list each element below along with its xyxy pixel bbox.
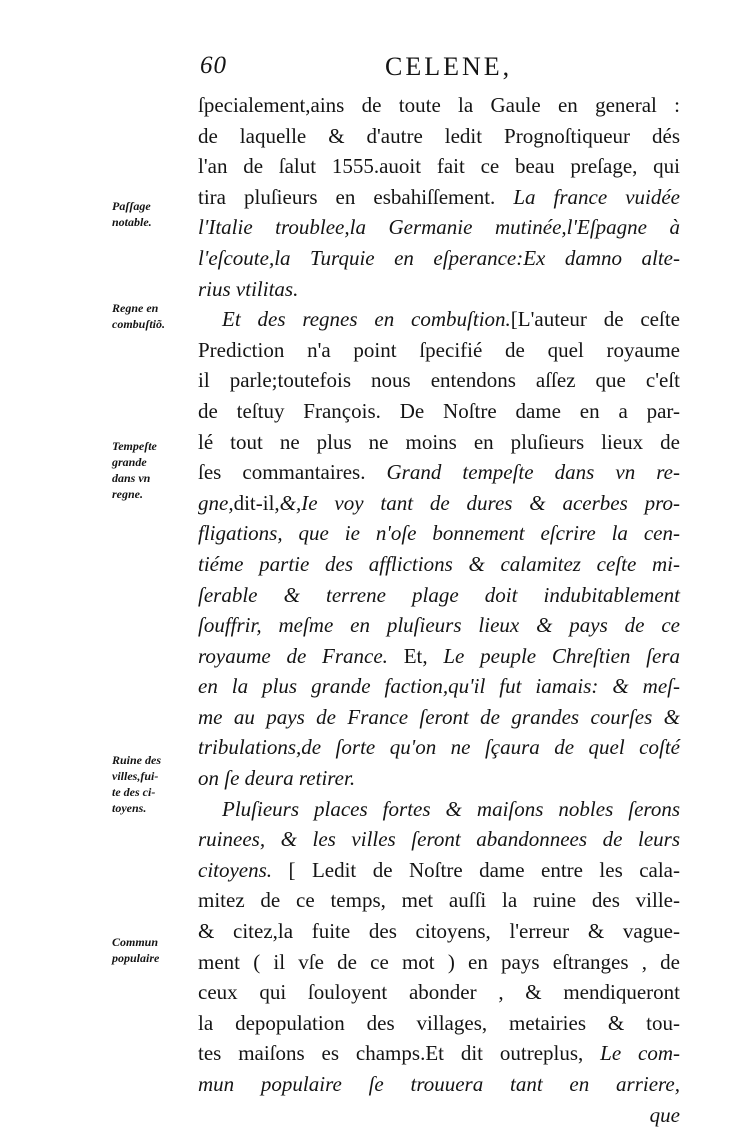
text-segment: mitez de ce temps, met auſſi la ruine des ville- — [198, 888, 680, 913]
text-line — [198, 916, 680, 947]
text-segment: tira pluſieurs en esbahiſſement. — [198, 184, 514, 209]
margin-note-tempeste-grande: Tempeſte grande dans vn regne. — [112, 439, 157, 501]
text-line — [198, 947, 680, 978]
italic-text-segment: l'Italie troublee,la Germanie mutinée,l'Eſpagne à — [198, 215, 680, 240]
text-line — [198, 335, 680, 366]
text-line — [198, 732, 680, 763]
text-line — [198, 1008, 680, 1039]
text-line — [198, 212, 680, 243]
text-line — [198, 304, 680, 335]
margin-note-commun-populaire: Commun populaire — [112, 935, 160, 965]
text-line — [198, 641, 680, 672]
italic-text-segment: fligations, que ie n'oſe bonnement eſcrire la cen- — [198, 521, 680, 546]
text-segment: Et, — [387, 643, 444, 668]
italic-text-segment: tiéme partie des afflictions & calamitez ceſte mi- — [198, 551, 680, 576]
italic-text-segment: l'eſcoute,la Turquie en eſperance:Ex damno alte- — [198, 245, 680, 270]
text-line — [198, 1100, 680, 1130]
margin-note-regne-en-combustion: Regne en combuſtiõ. — [112, 301, 165, 331]
text-line — [198, 518, 680, 549]
text-line — [198, 610, 680, 641]
text-segment: dit-il, — [233, 490, 280, 515]
text-segment: de teſtuy François. De Noſtre dame en a par- — [198, 398, 680, 423]
text-line — [198, 580, 680, 611]
text-line — [198, 182, 680, 213]
text-line — [198, 824, 680, 855]
italic-text-segment: Et des regnes en combuſtion. — [222, 307, 511, 332]
text-line — [198, 763, 680, 794]
text-segment: ſes commantaires. — [198, 460, 387, 485]
italic-text-segment: Pluſieurs places fortes & maiſons nobles ſerons — [222, 796, 680, 821]
italic-text-segment: &,Ie voy tant de dures & acerbes pro- — [279, 490, 680, 515]
text-line — [198, 243, 680, 274]
text-line — [198, 396, 680, 427]
italic-text-segment: en la plus grande faction,qu'il fut iamais: & meſ- — [198, 674, 680, 699]
text-segment: [L'auteur de ceſte — [510, 307, 680, 332]
italic-text-segment: Le com- — [600, 1041, 681, 1066]
text-line — [198, 488, 680, 519]
text-line — [198, 457, 680, 488]
margin-note-passage-notable: Paſſage notable. — [112, 199, 152, 229]
italic-text-segment: ſouffrir, meſme en pluſieurs lieux & pays de ce — [198, 613, 680, 638]
text-segment: la depopulation des villages, metairies & tou- — [198, 1010, 680, 1035]
text-segment: ment ( il vſe de ce mot ) en pays eſtranges , de — [198, 949, 680, 974]
text-segment: & citez,la fuite des citoyens, l'erreur & vague- — [198, 919, 680, 944]
italic-text-segment: royaume de France. — [198, 643, 388, 668]
text-line — [198, 365, 680, 396]
text-line — [198, 794, 680, 825]
text-segment: lé tout ne plus ne moins en pluſieurs lieux de — [198, 429, 680, 454]
italic-text-segment: on ſe deura retirer. — [198, 766, 356, 791]
italic-text-segment: gne, — [198, 490, 234, 515]
text-line — [198, 977, 680, 1008]
text-line — [198, 121, 680, 152]
italic-text-segment: me au pays de France ſeront de grandes courſes & — [198, 704, 680, 729]
italic-text-segment: La france vuidée — [513, 184, 681, 209]
italic-text-segment: rius vtilitas. — [198, 276, 299, 301]
text-line — [198, 427, 680, 458]
page-number: 60 — [200, 52, 227, 79]
margin-note-ruine-des-villes: Ruine des villes,fui- te des ci- toyens. — [112, 753, 162, 815]
running-head: CELENE, — [385, 52, 513, 81]
text-line — [198, 702, 680, 733]
italic-text-segment: ruinees, & les villes ſeront abandonnees de leurs — [198, 827, 680, 852]
text-segment: Prediction n'a point ſpecifié de quel royaume — [198, 337, 680, 362]
text-line — [198, 549, 680, 580]
italic-text-segment: Grand tempeſte dans vn re- — [386, 460, 680, 485]
italic-text-segment: ſerable & terrene plage doit indubitablement — [198, 582, 680, 607]
italic-text-segment: tribulations,de ſorte qu'on ne ſçaura de quel coſté — [198, 735, 680, 760]
italic-text-segment: que — [649, 1102, 680, 1127]
text-line — [198, 671, 680, 702]
text-segment: ſpecialement,ains de toute la Gaule en general : — [198, 93, 680, 117]
text-segment: ceux qui ſouloyent abonder , & mendiqueront — [198, 980, 680, 1005]
text-segment: [ Ledit de Noſtre dame entre les cala- — [272, 857, 680, 882]
text-segment: l'an de ſalut 1555.auoit fait ce beau preſage, qui — [198, 154, 680, 179]
text-segment: il parle;toutefois nous entendons aſſez que c'eſt — [198, 368, 680, 393]
page-header — [200, 52, 680, 86]
text-line — [198, 885, 680, 916]
italic-text-segment: mun populaire ſe trouuera tant en arriere, — [198, 1072, 680, 1096]
body-text — [198, 90, 680, 1130]
text-line — [198, 90, 680, 121]
text-line — [198, 1069, 680, 1100]
text-segment: tes maiſons es champs.Et dit outreplus, — [198, 1041, 601, 1066]
text-segment: de laquelle & d'autre ledit Prognoſtiqueur dés — [198, 123, 680, 148]
text-line — [198, 855, 680, 886]
text-line — [198, 151, 680, 182]
text-line — [198, 274, 680, 305]
italic-text-segment: Le peuple Chreſtien ſera — [443, 643, 680, 668]
italic-text-segment: citoyens. — [198, 857, 273, 882]
text-line — [198, 1038, 680, 1069]
